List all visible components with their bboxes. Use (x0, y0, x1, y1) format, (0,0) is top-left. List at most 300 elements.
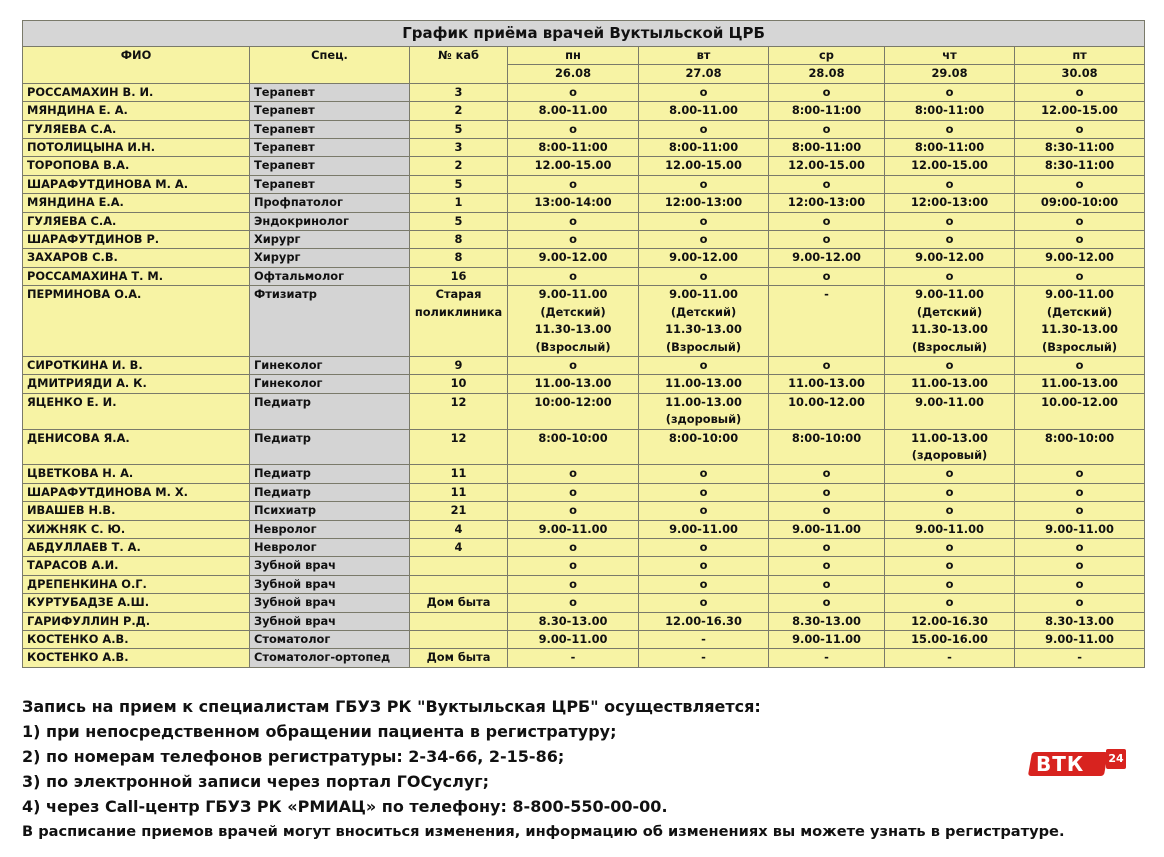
schedule-time: о (699, 503, 708, 518)
schedule-cell (508, 175, 639, 193)
schedule-time: (Взрослый) (1042, 339, 1118, 354)
schedule-cell (639, 502, 769, 520)
schedule-cell (1015, 249, 1145, 267)
doctor-name-cell: ИВАШЕВ Н.В. (23, 502, 250, 520)
schedule-cell (1015, 483, 1145, 501)
schedule-time: о (945, 213, 954, 228)
table-row (23, 375, 1145, 393)
schedule-cell (639, 612, 769, 630)
schedule-cell (1015, 393, 1145, 429)
schedule-cell (1015, 83, 1145, 101)
specialty-cell: Стоматолог-ортопед (250, 649, 410, 667)
schedule-cell (885, 286, 1015, 357)
table-row (23, 483, 1145, 501)
schedule-time: 12.00-15.00 (911, 158, 988, 173)
schedule-cell (769, 231, 885, 249)
schedule-cell (769, 286, 885, 357)
schedule-time: - (701, 632, 706, 646)
schedule-cell (508, 267, 639, 285)
schedule-time: о (699, 466, 708, 481)
cabinet-cell: 11 (410, 465, 508, 483)
schedule-time: 8.30-13.00 (538, 613, 608, 628)
doctor-name-cell: МЯНДИНА Е. А. (23, 102, 250, 120)
cabinet-cell: Старая поликлиника (410, 286, 508, 357)
schedule-cell (1015, 231, 1145, 249)
schedule-cell (769, 575, 885, 593)
schedule-time: 12:00-13:00 (664, 195, 743, 210)
schedule-cell (885, 175, 1015, 193)
schedule-cell (508, 83, 639, 101)
schedule-cell (1015, 520, 1145, 538)
table-row (23, 520, 1145, 538)
schedule-time: 9.00-12.00 (1045, 250, 1114, 265)
specialty-cell: Педиатр (250, 465, 410, 483)
schedule-time: о (945, 539, 954, 554)
cabinet-cell: 5 (410, 212, 508, 230)
specialty-cell: Педиатр (250, 393, 410, 429)
schedule-cell (508, 249, 639, 267)
schedule-cell (885, 249, 1015, 267)
doctor-name-cell: ГУЛЯЕВА С.А. (23, 212, 250, 230)
doctor-name-cell: РОССАМАХИНА Т. М. (23, 267, 250, 285)
schedule-cell (1015, 356, 1145, 374)
schedule-time: о (1075, 213, 1084, 228)
schedule-cell (639, 102, 769, 120)
specialty-cell: Зубной врач (250, 557, 410, 575)
table-row (23, 575, 1145, 593)
schedule-time: 12.00-16.30 (911, 613, 988, 628)
schedule-cell (885, 120, 1015, 138)
doctor-name-cell: КОСТЕНКО А.В. (23, 649, 250, 667)
schedule-time: о (945, 84, 954, 99)
cabinet-cell: 8 (410, 231, 508, 249)
schedule-cell (885, 393, 1015, 429)
header-day-date: 27.08 (639, 65, 769, 83)
schedule-cell (639, 286, 769, 357)
schedule-time: 11.30-13.00 (665, 322, 742, 337)
schedule-time: 13:00-14:00 (534, 195, 612, 210)
schedule-time: о (822, 503, 831, 518)
table-row (23, 175, 1145, 193)
schedule-time: о (699, 268, 708, 283)
specialty-cell: Терапевт (250, 175, 410, 193)
schedule-time: 9.00-11.00 (915, 394, 984, 409)
schedule-container (22, 20, 1144, 668)
specialty-cell: Педиатр (250, 483, 410, 501)
table-row (23, 538, 1145, 556)
specialty-cell: Хирург (250, 231, 410, 249)
header-day-name: ср (769, 47, 885, 65)
schedule-cell (769, 631, 885, 649)
cabinet-cell (410, 631, 508, 649)
cabinet-cell: 16 (410, 267, 508, 285)
schedule-cell (1015, 286, 1145, 357)
doctor-name-cell: СИРОТКИНА И. В. (23, 356, 250, 374)
schedule-time: о (569, 539, 577, 554)
schedule-cell (1015, 267, 1145, 285)
schedule-time: 8:00-11:00 (914, 140, 985, 155)
schedule-cell (885, 502, 1015, 520)
schedule-time: 8:30-11:00 (1044, 140, 1115, 155)
schedule-cell (769, 612, 885, 630)
schedule-cell (508, 102, 639, 120)
doctor-name-cell: ДЕНИСОВА Я.А. (23, 429, 250, 465)
schedule-cell (639, 483, 769, 501)
header-day-name: пт (1015, 47, 1145, 65)
schedule-cell (508, 194, 639, 212)
schedule-cell (1015, 194, 1145, 212)
schedule-cell (1015, 157, 1145, 175)
logo-number: 24 (1106, 749, 1126, 769)
schedule-time: (Взрослый) (535, 339, 611, 354)
schedule-time: 8:00-11:00 (914, 103, 985, 118)
schedule-time: о (1075, 84, 1084, 99)
schedule-time: о (945, 558, 954, 573)
schedule-time: 11.30-13.00 (1041, 322, 1118, 337)
logo-text: ВТК (1036, 752, 1085, 776)
schedule-cell (1015, 212, 1145, 230)
schedule-cell (885, 465, 1015, 483)
doctor-name-cell: ЯЦЕНКО Е. И. (23, 393, 250, 429)
table-row (23, 231, 1145, 249)
schedule-cell (885, 231, 1015, 249)
schedule-cell (508, 465, 639, 483)
schedule-time: о (945, 484, 954, 499)
table-row (23, 429, 1145, 465)
schedule-cell (1015, 102, 1145, 120)
schedule-time: о (569, 576, 577, 591)
vtk24-logo (1030, 749, 1126, 777)
doctor-name-cell: ГАРИФУЛЛИН Р.Д. (23, 612, 250, 630)
notes-block (22, 694, 1122, 844)
specialty-cell: Гинеколог (250, 356, 410, 374)
schedule-cell (769, 120, 885, 138)
table-row (23, 393, 1145, 429)
schedule-time: о (822, 576, 831, 591)
schedule-time: - (947, 650, 952, 665)
table-row (23, 120, 1145, 138)
table-row (23, 249, 1145, 267)
schedule-time: о (822, 232, 831, 247)
schedule-time: о (1075, 121, 1084, 136)
schedule-cell (769, 356, 885, 374)
schedule-cell (508, 375, 639, 393)
schedule-cell (885, 649, 1015, 667)
schedule-cell (769, 375, 885, 393)
schedule-cell (769, 594, 885, 612)
schedule-time: 9.00-12.00 (915, 250, 984, 265)
schedule-cell (639, 594, 769, 612)
schedule-cell (885, 520, 1015, 538)
schedule-cell (639, 649, 769, 667)
schedule-cell (769, 83, 885, 101)
schedule-cell (1015, 429, 1145, 465)
schedule-cell (639, 520, 769, 538)
schedule-cell (885, 575, 1015, 593)
schedule-time: (Детский) (1046, 304, 1113, 319)
schedule-time: 8:00-10:00 (668, 430, 739, 445)
specialty-cell: Невролог (250, 520, 410, 538)
cabinet-cell: 11 (410, 483, 508, 501)
schedule-cell (885, 267, 1015, 285)
schedule-time: 8.00-11.00 (669, 103, 738, 118)
schedule-time: о (699, 232, 708, 247)
schedule-cell (508, 483, 639, 501)
schedule-time: о (699, 558, 708, 573)
doctor-name-cell: ПЕРМИНОВА О.А. (23, 286, 250, 357)
schedule-time: о (569, 84, 577, 99)
schedule-time: о (822, 213, 831, 228)
schedule-cell (769, 649, 885, 667)
schedule-cell (885, 612, 1015, 630)
schedule-time: о (569, 558, 577, 573)
schedule-time: о (822, 84, 831, 99)
schedule-time: о (822, 357, 831, 372)
schedule-time: 9.00-11.00 (669, 521, 738, 536)
schedule-time: (Детский) (540, 304, 606, 319)
schedule-time: о (1075, 595, 1084, 610)
schedule-cell (1015, 612, 1145, 630)
schedule-cell (639, 538, 769, 556)
note-line: В расписание приемов врачей могут вноситься изменения, информацию об изменениях вы можете узнать в регистратуре. (22, 823, 1065, 840)
schedule-time: о (945, 503, 954, 518)
schedule-time: 8:00-11:00 (668, 140, 739, 155)
schedule-time: о (822, 176, 831, 191)
schedule-time: 8.00-11.00 (538, 103, 608, 118)
cabinet-cell: 8 (410, 249, 508, 267)
schedule-time: 11.00-13.00 (534, 376, 612, 391)
schedule-time: о (945, 576, 954, 591)
schedule-time: 9.00-11.00 (915, 521, 984, 536)
schedule-cell (885, 157, 1015, 175)
doctor-name-cell: АБДУЛЛАЕВ Т. А. (23, 538, 250, 556)
schedule-cell (508, 429, 639, 465)
schedule-cell (885, 375, 1015, 393)
schedule-cell (639, 212, 769, 230)
schedule-cell (639, 429, 769, 465)
schedule-time: - (570, 650, 576, 665)
header-day-date: 29.08 (885, 65, 1015, 83)
schedule-time: о (699, 213, 708, 228)
schedule-time: 12.00-16.30 (665, 613, 742, 628)
doctor-name-cell: ПОТОЛИЦЫНА И.Н. (23, 139, 250, 157)
schedule-cell (508, 594, 639, 612)
schedule-time: о (1075, 232, 1084, 247)
schedule-time: о (945, 268, 954, 283)
cabinet-cell: 12 (410, 429, 508, 465)
schedule-time: о (1075, 268, 1084, 283)
schedule-time: 11.30-13.00 (534, 322, 612, 337)
schedule-time: 8.30-13.00 (1045, 613, 1114, 628)
schedule-time: 8:30-11:00 (1044, 158, 1115, 173)
schedule-cell (769, 249, 885, 267)
schedule-cell (639, 465, 769, 483)
schedule-time: о (569, 595, 577, 610)
schedule-time: (здоровый) (665, 412, 742, 427)
specialty-cell: Фтизиатр (250, 286, 410, 357)
cabinet-cell: 5 (410, 120, 508, 138)
header-day-date: 30.08 (1015, 65, 1145, 83)
schedule-time: 8:00-11:00 (791, 140, 862, 155)
schedule-time: о (945, 121, 954, 136)
schedule-table (22, 20, 1145, 668)
schedule-time: о (569, 213, 577, 228)
schedule-time: 8.30-13.00 (792, 613, 861, 628)
schedule-time: - (1077, 650, 1082, 665)
doctor-name-cell: ЗАХАРОВ С.В. (23, 249, 250, 267)
cabinet-cell: 2 (410, 102, 508, 120)
schedule-cell (639, 249, 769, 267)
doctor-name-cell: ДМИТРИЯДИ А. К. (23, 375, 250, 393)
schedule-time: о (699, 84, 708, 99)
schedule-time: о (822, 558, 831, 573)
schedule-cell (885, 356, 1015, 374)
schedule-cell (639, 393, 769, 429)
schedule-time: (Детский) (670, 304, 737, 319)
note-line: 1) при непосредственном обращении пациента в регистратуру; (22, 722, 617, 741)
schedule-cell (769, 483, 885, 501)
schedule-time: о (945, 232, 954, 247)
doctor-name-cell: КОСТЕНКО А.В. (23, 631, 250, 649)
schedule-cell (508, 356, 639, 374)
cabinet-cell: 4 (410, 520, 508, 538)
schedule-time: о (945, 357, 954, 372)
schedule-time: 10.00-12.00 (788, 394, 865, 409)
schedule-time: 12.00-15.00 (1041, 103, 1118, 118)
schedule-cell (639, 139, 769, 157)
schedule-cell (769, 139, 885, 157)
doctor-name-cell: ТАРАСОВ А.И. (23, 557, 250, 575)
cabinet-cell: 3 (410, 83, 508, 101)
specialty-cell: Терапевт (250, 120, 410, 138)
schedule-cell (885, 139, 1015, 157)
schedule-body (23, 83, 1145, 667)
schedule-time: 8:00-10:00 (1044, 430, 1115, 445)
specialty-cell: Эндокринолог (250, 212, 410, 230)
table-row (23, 649, 1145, 667)
schedule-time: о (1075, 357, 1084, 372)
schedule-time: о (945, 176, 954, 191)
doctor-name-cell: МЯНДИНА Е.А. (23, 194, 250, 212)
doctor-name-cell: ЦВЕТКОВА Н. А. (23, 465, 250, 483)
table-row (23, 139, 1145, 157)
schedule-time: 9.00-11.00 (915, 287, 984, 302)
cabinet-cell: 1 (410, 194, 508, 212)
schedule-time: о (699, 121, 708, 136)
specialty-cell: Хирург (250, 249, 410, 267)
table-row (23, 157, 1145, 175)
doctor-name-cell: ГУЛЯЕВА С.А. (23, 120, 250, 138)
schedule-time: 8:00-11:00 (538, 140, 608, 155)
header-day-date: 28.08 (769, 65, 885, 83)
schedule-time: о (569, 466, 577, 481)
schedule-time: о (569, 484, 577, 499)
header-fio: ФИО (23, 47, 250, 84)
schedule-time: о (699, 176, 708, 191)
schedule-time: 11.30-13.00 (911, 322, 988, 337)
schedule-cell (769, 502, 885, 520)
schedule-time: 11.00-13.00 (1041, 376, 1118, 391)
table-row (23, 102, 1145, 120)
schedule-time: 12:00-13:00 (787, 195, 866, 210)
schedule-cell (1015, 649, 1145, 667)
schedule-time: 12:00-13:00 (910, 195, 989, 210)
schedule-time: 8:00-10:00 (791, 430, 862, 445)
schedule-time: 10:00-12:00 (534, 394, 612, 409)
schedule-time: о (699, 484, 708, 499)
schedule-cell (769, 102, 885, 120)
specialty-cell: Терапевт (250, 83, 410, 101)
table-row (23, 194, 1145, 212)
table-row (23, 286, 1145, 357)
schedule-cell (769, 212, 885, 230)
schedule-cell (769, 175, 885, 193)
schedule-time: о (699, 539, 708, 554)
schedule-time: о (1075, 576, 1084, 591)
schedule-cell (769, 393, 885, 429)
schedule-time: 11.00-13.00 (665, 394, 742, 409)
schedule-cell (508, 120, 639, 138)
schedule-time: о (699, 576, 708, 591)
doctor-name-cell: ШАРАФУТДИНОВА М. А. (23, 175, 250, 193)
specialty-cell: Терапевт (250, 157, 410, 175)
schedule-time: 11.00-13.00 (911, 430, 988, 445)
cabinet-cell (410, 612, 508, 630)
table-row (23, 83, 1145, 101)
schedule-time: (здоровый) (911, 447, 988, 462)
schedule-time: 8:00-10:00 (538, 430, 608, 445)
schedule-cell (508, 157, 639, 175)
specialty-cell: Стоматолог (250, 631, 410, 649)
schedule-time: 9.00-11.00 (538, 632, 608, 646)
table-row (23, 356, 1145, 374)
doctor-name-cell: КУРТУБАДЗЕ А.Ш. (23, 594, 250, 612)
schedule-time: 9.00-12.00 (792, 250, 861, 265)
schedule-cell (508, 575, 639, 593)
schedule-time: о (569, 357, 577, 372)
schedule-cell (639, 157, 769, 175)
schedule-cell (508, 502, 639, 520)
schedule-time: о (822, 466, 831, 481)
schedule-cell (639, 267, 769, 285)
schedule-cell (769, 520, 885, 538)
schedule-time: 10.00-12.00 (1041, 394, 1118, 409)
schedule-time: 8:00-11:00 (791, 103, 862, 118)
header-day-name: пн (508, 47, 639, 65)
schedule-cell (1015, 538, 1145, 556)
schedule-cell (1015, 120, 1145, 138)
schedule-cell (508, 212, 639, 230)
cabinet-cell: 9 (410, 356, 508, 374)
schedule-cell (1015, 594, 1145, 612)
schedule-time: (Взрослый) (665, 339, 742, 354)
schedule-cell (769, 557, 885, 575)
schedule-cell (508, 557, 639, 575)
schedule-time: 9.00-11.00 (1045, 287, 1114, 302)
schedule-time: о (1075, 484, 1084, 499)
schedule-cell (1015, 575, 1145, 593)
schedule-cell (1015, 375, 1145, 393)
schedule-cell (885, 538, 1015, 556)
schedule-cell (885, 194, 1015, 212)
table-row (23, 594, 1145, 612)
specialty-cell: Зубной врач (250, 594, 410, 612)
schedule-time: о (822, 268, 831, 283)
schedule-cell (885, 594, 1015, 612)
schedule-time: о (1075, 503, 1084, 518)
schedule-time: 9.00-11.00 (792, 521, 861, 536)
schedule-cell (639, 175, 769, 193)
